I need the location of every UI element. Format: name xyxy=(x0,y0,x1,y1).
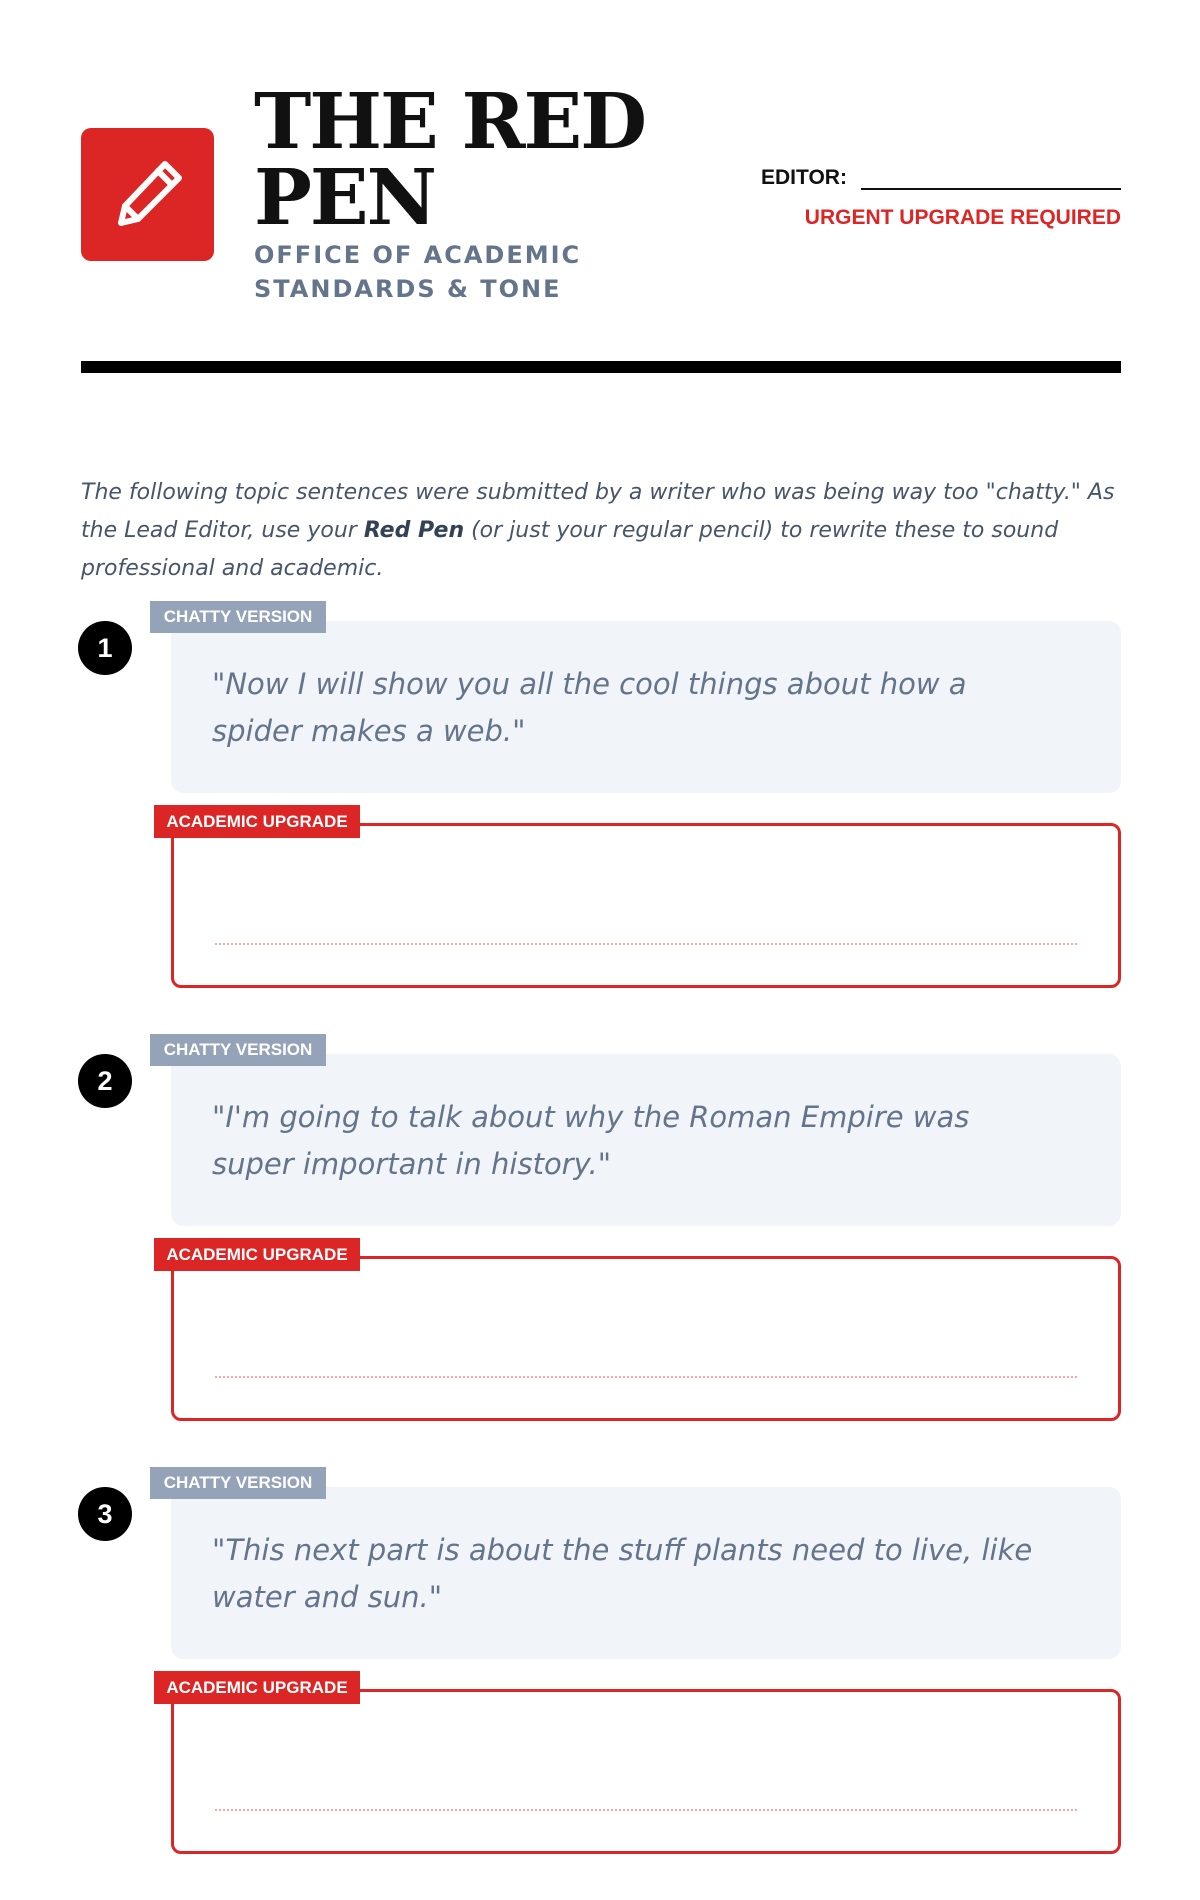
page-subtitle: OFFICE OF ACADEMIC STANDARDS & TONE xyxy=(254,241,582,303)
pencil-icon xyxy=(81,128,214,261)
academic-upgrade-label: ACADEMIC UPGRADE xyxy=(154,805,360,838)
chatty-sentence: "This next part is about the stuff plants need to live, like water and sun." xyxy=(212,1533,1033,1614)
brand-block xyxy=(254,77,674,306)
answer-line[interactable] xyxy=(215,943,1077,945)
editor-block xyxy=(761,160,1121,240)
academic-upgrade-label: ACADEMIC UPGRADE xyxy=(154,1671,360,1704)
answer-line[interactable] xyxy=(215,1376,1077,1378)
exercise-item xyxy=(78,601,1121,1034)
chatty-card xyxy=(171,1487,1121,1659)
chatty-version-label: CHATTY VERSION xyxy=(150,1467,326,1499)
academic-upgrade-answer-box[interactable] xyxy=(171,823,1121,988)
chatty-card xyxy=(171,1054,1121,1226)
exercise-number: 3 xyxy=(78,1487,132,1541)
answer-line[interactable] xyxy=(215,1809,1077,1811)
editor-name-field[interactable] xyxy=(861,188,1121,190)
chatty-sentence: "I'm going to talk about why the Roman Empire was super important in history." xyxy=(212,1100,970,1181)
exercise-item xyxy=(78,1467,1121,1900)
chatty-version-label: CHATTY VERSION xyxy=(150,601,326,633)
chatty-version-label: CHATTY VERSION xyxy=(150,1034,326,1066)
academic-upgrade-answer-box[interactable] xyxy=(171,1256,1121,1421)
editor-row xyxy=(761,160,1121,190)
exercise-number: 1 xyxy=(78,621,132,675)
red-pen-emphasis: Red Pen xyxy=(363,518,465,543)
exercise-list xyxy=(78,601,1121,1900)
instructions xyxy=(81,474,1131,588)
exercise-number: 2 xyxy=(78,1054,132,1108)
instructions-before: The following topic sentences were submitted by a writer who was being way too "chatty." As the Lead Editor, use your xyxy=(81,480,1115,543)
header-divider xyxy=(81,361,1121,373)
page-title: THE RED PEN xyxy=(254,77,646,243)
instructions-after: (or just your regular pencil) to rewrite these to sound professional and academic. xyxy=(81,518,1059,581)
header xyxy=(81,77,1121,304)
editor-label: EDITOR: xyxy=(761,166,847,189)
academic-upgrade-label: ACADEMIC UPGRADE xyxy=(154,1238,360,1271)
exercise-item xyxy=(78,1034,1121,1467)
chatty-sentence: "Now I will show you all the cool things about how a spider makes a web." xyxy=(212,667,967,748)
urgent-notice: URGENT UPGRADE REQUIRED xyxy=(804,206,1121,229)
chatty-card xyxy=(171,621,1121,793)
academic-upgrade-answer-box[interactable] xyxy=(171,1689,1121,1854)
